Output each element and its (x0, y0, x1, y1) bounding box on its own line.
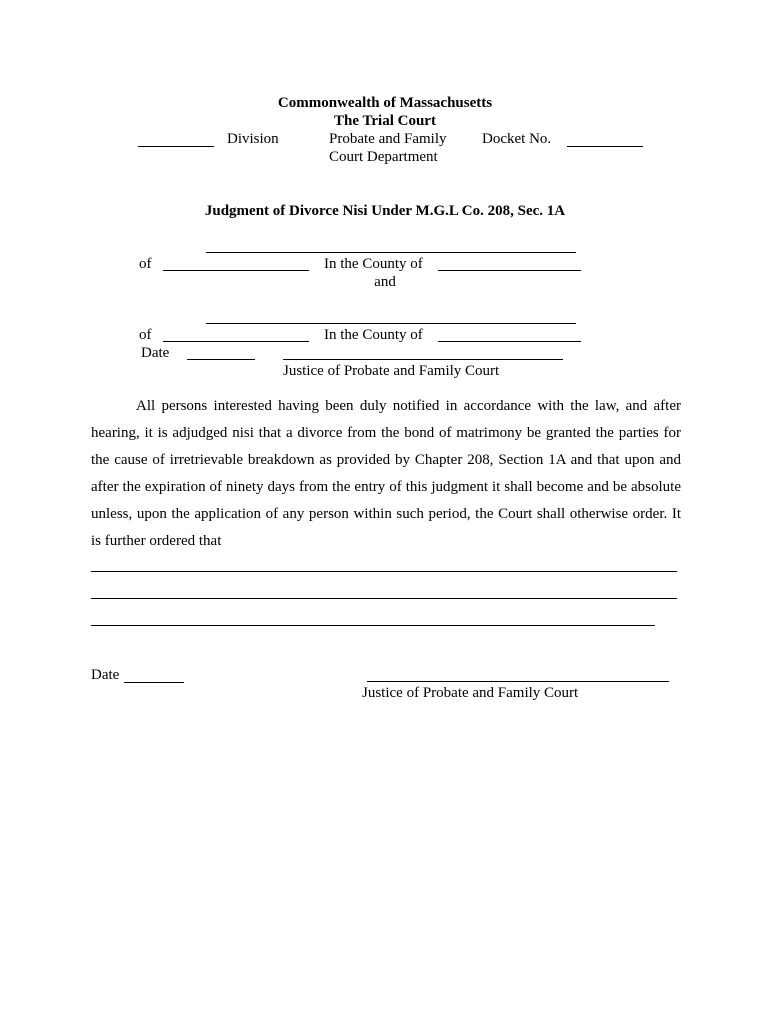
party1-county-line[interactable] (438, 270, 581, 271)
docket-label: Docket No. (482, 131, 552, 147)
party1-residence-line[interactable] (163, 270, 309, 271)
date-label-top: Date (141, 345, 170, 361)
date-label-bottom: Date (91, 667, 120, 683)
department-line1: Probate and Family (329, 131, 447, 147)
party2-name-line[interactable] (206, 323, 576, 324)
order-line-3[interactable] (91, 625, 655, 626)
division-blank[interactable] (138, 146, 214, 147)
party1-county-label: In the County of (324, 256, 423, 272)
judgment-paragraph (91, 393, 681, 555)
party2-county-label: In the County of (324, 327, 423, 343)
department-line2: Court Department (329, 149, 438, 165)
document-title: Judgment of Divorce Nisi Under M.G.L Co. 208, Sec. 1A (204, 203, 566, 219)
justice-signature-line-top[interactable] (283, 359, 563, 360)
justice-signature-line-bottom[interactable] (367, 681, 669, 682)
order-line-2[interactable] (91, 598, 677, 599)
trial-court-heading: The Trial Court (334, 113, 436, 129)
and-label: and (374, 274, 396, 290)
division-label: Division (227, 131, 279, 147)
docket-number-blank[interactable] (567, 146, 643, 147)
commonwealth-heading: Commonwealth of Massachusetts (277, 95, 493, 111)
party2-residence-line[interactable] (163, 341, 309, 342)
judgment-text: All persons interested having been duly notified in accordance with the law, and after hearing, it is adjudged nisi that a divorce from the bond of matrimony be granted the parties for the cause of irretrievable breakdown as provided by Chapter 208, Section 1A and that upon and after the expiration of ninety days from the entry of this judgment it shall become and be absolute unless, upon the application of any person within such period, the Court shall otherwise order. It is further ordered that (91, 398, 681, 549)
order-line-1[interactable] (91, 571, 677, 572)
date-line-top[interactable] (187, 359, 255, 360)
party1-of-label: of (139, 256, 152, 272)
justice-label-top: Justice of Probate and Family Court (283, 363, 500, 379)
party2-of-label: of (139, 327, 152, 343)
party2-county-line[interactable] (438, 341, 581, 342)
date-line-bottom[interactable] (124, 682, 184, 683)
party1-name-line[interactable] (206, 252, 576, 253)
justice-label-bottom: Justice of Probate and Family Court (362, 685, 579, 701)
